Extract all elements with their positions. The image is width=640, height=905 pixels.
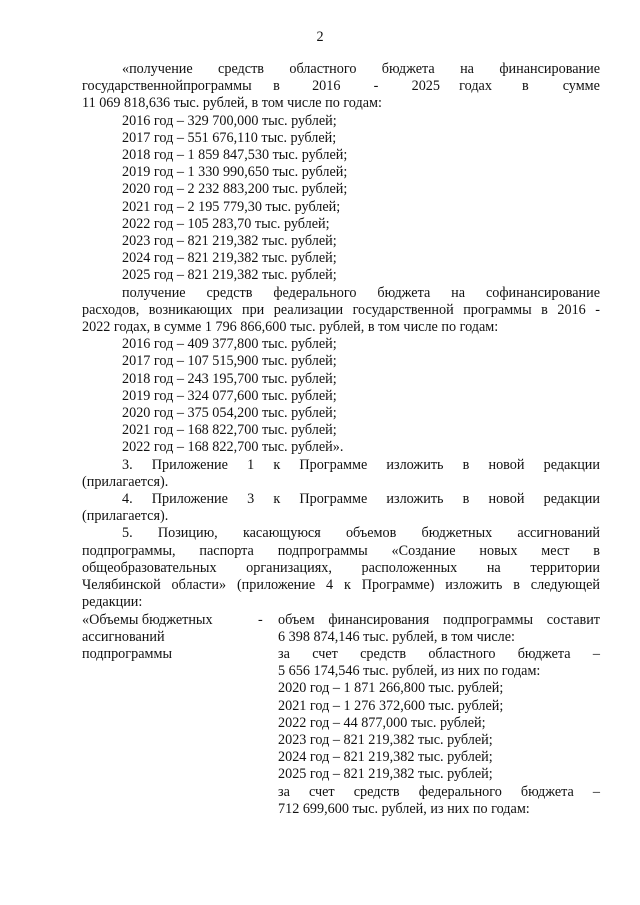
text-line: 3. Приложение 1 к Программе изложить в новой редакции <box>122 456 600 473</box>
text-line: объем финансирования подпрограммы составит <box>278 611 600 628</box>
year-amount-line: 2021 год – 2 195 779,30 тыс. рублей; <box>122 198 341 215</box>
federal-funding-paragraph <box>82 285 600 337</box>
text-line: общеобразовательных организациях, расположенных на территории <box>82 559 600 576</box>
text-line: (прилагается). <box>82 473 169 490</box>
word: в <box>273 78 280 95</box>
year-amount-line: 2023 год – 821 219,382 тыс. рублей; <box>278 731 493 748</box>
text-line: получение средств федерального бюджета на софинансирование <box>122 284 600 301</box>
year-amount-line: 2021 год – 168 822,700 тыс. рублей; <box>122 422 337 439</box>
text-line: за счет средств федерального бюджета – <box>278 783 600 800</box>
text-line: Челябинской области» (приложение 4 к Программе) изложить в следующей <box>82 577 600 594</box>
text-line: за счет средств областного бюджета – <box>278 645 600 662</box>
year-amount-line: 2019 год – 1 330 990,650 тыс. рублей; <box>122 164 348 181</box>
year-amount-line: 2022 год – 44 877,000 тыс. рублей; <box>278 714 486 731</box>
regional-funding-paragraph <box>82 61 600 113</box>
text-line: 6 398 874,146 тыс. рублей, в том числе: <box>278 628 515 645</box>
year-amount-line: 2017 год – 107 515,900 тыс. рублей; <box>122 353 337 370</box>
year-amount-line: 2016 год – 329 700,000 тыс. рублей; <box>122 112 337 129</box>
year-amount-line: 2025 год – 821 219,382 тыс. рублей; <box>278 766 493 783</box>
word: государственной <box>82 78 184 95</box>
text-line: расходов, возникающих при реализации государственной программы в 2016 - <box>82 301 600 318</box>
year-amount-line: 2019 год – 324 077,600 тыс. рублей; <box>122 387 337 404</box>
text-line: 4. Приложение 3 к Программе изложить в новой редакции <box>122 491 600 508</box>
text-line: 5. Позицию, касающуюся объемов бюджетных ассигнований <box>122 525 600 542</box>
year-amount-line: 2020 год – 2 232 883,200 тыс. рублей; <box>122 181 348 198</box>
year-amount-line: 2024 год – 821 219,382 тыс. рублей; <box>278 749 493 766</box>
text-line-spaced <box>82 78 600 95</box>
label-line: подпрограммы <box>82 645 172 662</box>
year-amount-line: 2023 год – 821 219,382 тыс. рублей; <box>122 233 337 250</box>
text-line: 5 656 174,546 тыс. рублей, из них по годам: <box>278 663 541 680</box>
regional-years-list <box>82 113 600 285</box>
text-line: «получение средств областного бюджета на финансирование <box>122 61 600 77</box>
year-amount-line: 2018 год – 243 195,700 тыс. рублей; <box>122 370 337 387</box>
year-amount-line: 2016 год – 409 377,800 тыс. рублей; <box>122 336 337 353</box>
text-line: 2022 годах, в сумме 1 796 866,600 тыс. рублей, в том числе по годам: <box>82 319 499 336</box>
item-4 <box>82 491 600 525</box>
year-amount-line: 2018 год – 1 859 847,530 тыс. рублей; <box>122 147 348 164</box>
year-amount-line: 2020 год – 375 054,200 тыс. рублей; <box>122 405 337 422</box>
year-amount-line: 2024 год – 821 219,382 тыс. рублей; <box>122 250 337 267</box>
year-amount-line: 2025 год – 821 219,382 тыс. рублей; <box>122 267 337 284</box>
year-amount-line: 2021 год – 1 276 372,600 тыс. рублей; <box>278 697 504 714</box>
word: годах <box>459 78 492 95</box>
label-line: «Объемы бюджетных <box>82 611 213 628</box>
text-line: 11 069 818,636 тыс. рублей, в том числе по годам: <box>82 95 382 112</box>
year-amount-line: 2022 год – 168 822,700 тыс. рублей». <box>122 439 344 456</box>
passport-position <box>82 612 600 818</box>
item-3 <box>82 457 600 491</box>
year-amount-line: 2017 год – 551 676,110 тыс. рублей; <box>122 129 337 146</box>
text-line: (прилагается). <box>82 508 169 525</box>
word: программы <box>183 78 252 95</box>
item-5 <box>82 525 600 611</box>
word: 2016 <box>312 78 341 95</box>
page-number: 2 <box>316 29 324 45</box>
text-line: 712 699,600 тыс. рублей, из них по годам: <box>278 800 530 817</box>
word: - <box>373 78 379 95</box>
word: сумме <box>562 78 600 95</box>
year-amount-line: 2022 год – 105 283,70 тыс. рублей; <box>122 215 330 232</box>
document-body <box>82 61 600 818</box>
passport-label <box>82 612 258 818</box>
passport-dash: - <box>258 611 263 628</box>
text-line: подпрограммы, паспорта подпрограммы «Создание новых мест в <box>82 542 600 559</box>
text-line: редакции: <box>82 594 143 611</box>
label-line: ассигнований <box>82 628 165 645</box>
year-amount-line: 2020 год – 1 871 266,800 тыс. рублей; <box>278 680 504 697</box>
passport-value <box>278 612 600 818</box>
word: в <box>521 78 529 95</box>
word: 2025 <box>411 78 440 95</box>
federal-years-list <box>82 336 600 456</box>
